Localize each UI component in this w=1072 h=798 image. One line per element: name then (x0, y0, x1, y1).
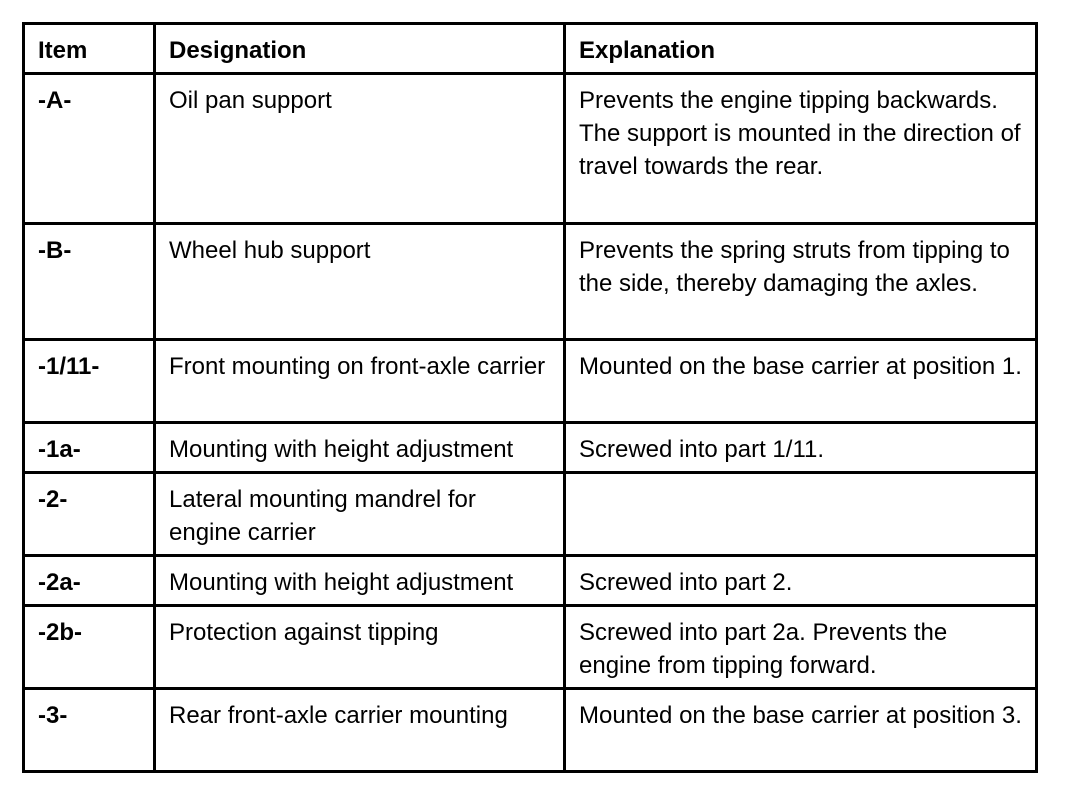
header-designation: Designation (155, 24, 565, 74)
table-row (24, 606, 1037, 689)
designation-cell: Mounting with height adjustment (155, 556, 565, 606)
item-cell: -1/11- (24, 340, 155, 423)
table-row (24, 340, 1037, 423)
item-cell: -2a- (24, 556, 155, 606)
explanation-cell: Mounted on the base carrier at position 1. (565, 340, 1037, 423)
table-row (24, 74, 1037, 224)
explanation-cell (565, 473, 1037, 556)
explanation-cell: Screwed into part 1/11. (565, 423, 1037, 473)
designation-cell: Wheel hub support (155, 224, 565, 340)
explanation-cell: Screwed into part 2a. Prevents the engine from tipping forward. (565, 606, 1037, 689)
item-cell: -B- (24, 224, 155, 340)
item-cell: -A- (24, 74, 155, 224)
designation-cell: Oil pan support (155, 74, 565, 224)
explanation-cell: Prevents the engine tipping backwards. The support is mounted in the direction of travel towards the rear. (565, 74, 1037, 224)
item-cell: -3- (24, 689, 155, 772)
table-row (24, 689, 1037, 772)
explanation-cell: Prevents the spring struts from tipping to the side, thereby damaging the axles. (565, 224, 1037, 340)
explanation-cell: Screwed into part 2. (565, 556, 1037, 606)
table-row (24, 423, 1037, 473)
designation-cell: Lateral mounting mandrel for engine carrier (155, 473, 565, 556)
designation-cell: Front mounting on front-axle carrier (155, 340, 565, 423)
item-cell: -2- (24, 473, 155, 556)
table-header-row (24, 24, 1037, 74)
designation-cell: Protection against tipping (155, 606, 565, 689)
parts-table (22, 22, 1038, 773)
designation-cell: Rear front-axle carrier mounting (155, 689, 565, 772)
header-explanation: Explanation (565, 24, 1037, 74)
table-row (24, 224, 1037, 340)
header-item: Item (24, 24, 155, 74)
explanation-cell: Mounted on the base carrier at position 3. (565, 689, 1037, 772)
table-row (24, 473, 1037, 556)
designation-cell: Mounting with height adjustment (155, 423, 565, 473)
table-row (24, 556, 1037, 606)
item-cell: -2b- (24, 606, 155, 689)
item-cell: -1a- (24, 423, 155, 473)
